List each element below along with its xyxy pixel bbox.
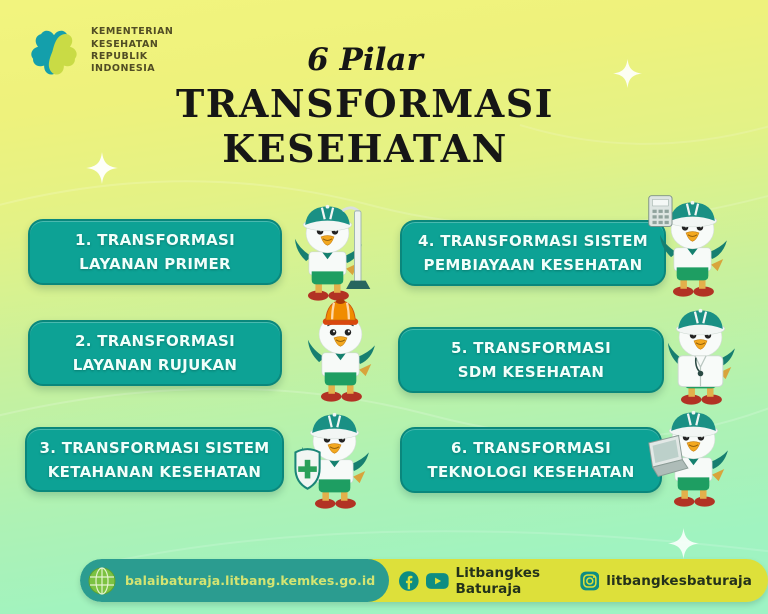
pillar-button-1 (28, 219, 282, 285)
pillar-label-line2: KETAHANAN KESEHATAN (47, 462, 262, 481)
title-line1: TRANSFORMASI (176, 81, 554, 126)
org-name-line: INDONESIA (91, 63, 156, 75)
title-script: 6 Pilar (307, 42, 423, 78)
pillar-label-line1: 3. TRANSFORMASI SISTEM (39, 438, 270, 457)
instagram-icon (580, 568, 600, 594)
kemenkes-logo-icon (26, 22, 82, 80)
mascot-with-calculator-icon (645, 192, 740, 299)
youtube-icon (426, 568, 449, 594)
mascot-with-shield-icon (287, 404, 382, 511)
poster-title (150, 42, 580, 172)
footer-bar (80, 559, 768, 602)
mascot-with-measuring-pole-icon (280, 196, 375, 303)
pillar-button-5 (398, 327, 664, 393)
org-name-line: REPUBLIK (91, 51, 148, 62)
title-line2: KESEHATAN (222, 125, 508, 171)
pillar-label-line1: 2. TRANSFORMASI (74, 332, 236, 350)
facebook-youtube-label: Litbangkes Baturaja (455, 564, 541, 597)
pillar-button-6 (400, 427, 662, 493)
pillar-label-line1: 4. TRANSFORMASI SISTEM (418, 232, 648, 250)
facebook-icon (399, 568, 419, 594)
pillar-label-line2: LAYANAN RUJUKAN (72, 356, 238, 374)
pillar-label-line1: 5. TRANSFORMASI (450, 339, 612, 357)
globe-icon (87, 566, 117, 596)
org-name-line: KESEHATAN (91, 38, 159, 50)
sparkle-icon (668, 528, 699, 559)
website-chip (80, 559, 389, 602)
pillar-label-line1: 6. TRANSFORMASI (450, 439, 612, 457)
org-name-line: KEMENTERIAN (91, 26, 174, 38)
pillar-label-line1: 1. TRANSFORMASI (74, 231, 236, 249)
pillar-label-line2: SDM KESEHATAN (457, 363, 605, 381)
mascot-with-siren-hat-icon (293, 297, 388, 404)
sparkle-icon (613, 59, 642, 88)
pillar-button-2 (28, 320, 282, 386)
pillar-button-3 (25, 427, 284, 492)
social-chip (369, 559, 768, 602)
pillar-button-4 (400, 220, 666, 286)
pillar-label-line2: LAYANAN PRIMER (79, 255, 231, 273)
pillar-label-line2: PEMBIAYAAN KESEHATAN (423, 256, 643, 274)
mascot-doctor-coat-icon (653, 300, 748, 407)
website-url: balaibaturaja.litbang.kemkes.go.id (125, 573, 376, 588)
pillar-label-line2: TEKNOLOGI KESEHATAN (427, 463, 635, 481)
mascot-with-laptop-icon (646, 402, 741, 509)
instagram-label: litbangkesbaturaja (606, 572, 752, 589)
sparkle-icon (86, 152, 118, 184)
